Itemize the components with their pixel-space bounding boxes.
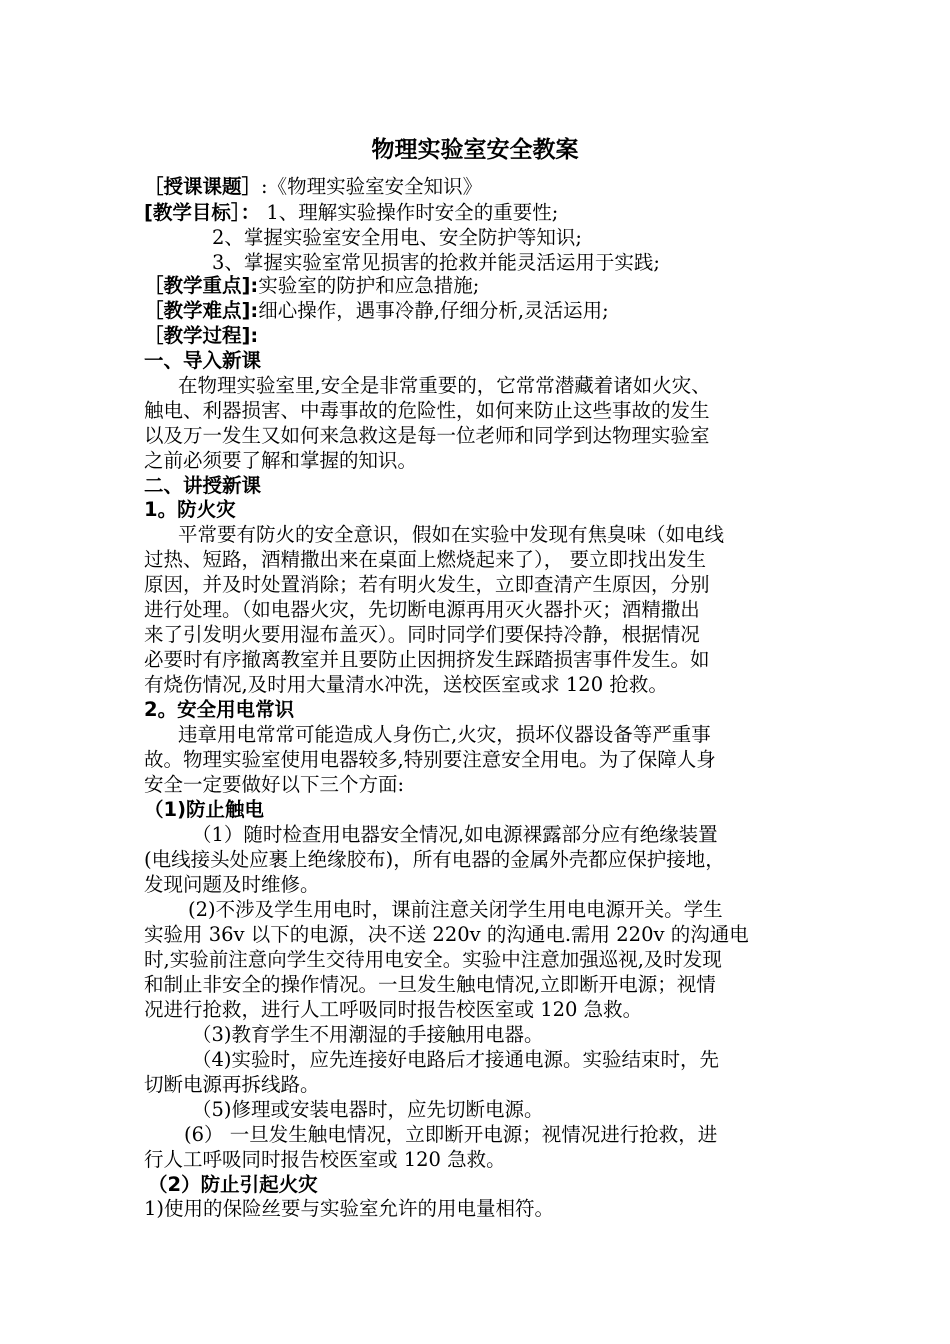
difficulty-line bbox=[144, 298, 609, 323]
paragraph-line: （3)教育学生不用潮湿的手接触用电器。 bbox=[192, 1023, 544, 1046]
paragraph-line: 安全一定要做好以下三个方面: bbox=[144, 773, 405, 796]
paragraph-line: 以及万一发生又如何来急救这是每一位老师和同学到达物理实验室 bbox=[144, 424, 710, 447]
item-prevent-shock-heading: （1)防止触电 bbox=[144, 798, 264, 821]
paragraph-line: 必要时有序撤离教室并且要防止因拥挤发生踩踏损害事件发生。如 bbox=[144, 648, 710, 671]
paragraph-line: 有烧伤情况,及时用大量清水冲洗，送校医室或求 120 抢救。 bbox=[144, 673, 668, 696]
objective-label: [教学目标］： bbox=[144, 201, 261, 224]
paragraph-line: 故。物理实验室使用电器较多,特别要注意安全用电。为了保障人身 bbox=[144, 748, 716, 771]
difficulty-label: ［教学难点]: bbox=[144, 299, 259, 322]
paragraph-line: 来了引发明火要用湿布盖灭）。同时同学们要保持冷静，根据情况 bbox=[144, 623, 700, 646]
paragraph-line: 原因，并及时处置消除；若有明火发生，立即查清产生原因，分别 bbox=[144, 573, 710, 596]
section-2-heading: 二、讲授新课 bbox=[144, 474, 262, 497]
item-prevent-fire-heading: （2）防止引起火灾 bbox=[148, 1173, 318, 1196]
paragraph-line: （1）随时检查用电器安全情况,如电源裸露部分应有绝缘装置 bbox=[192, 823, 718, 846]
paragraph-line: 过热、短路，酒精撒出来在桌面上燃烧起来了）， 要立即找出发生 bbox=[144, 548, 706, 571]
topic-label: ［授课课题］ bbox=[144, 175, 262, 198]
page-title: 物理实验室安全教案 bbox=[371, 137, 579, 163]
subsection-fire-heading: 1。防火灾 bbox=[144, 498, 236, 521]
paragraph-line: 切断电源再拆线路。 bbox=[144, 1073, 320, 1096]
paragraph-line: 平常要有防火的安全意识，假如在实验中发现有焦臭味（如电线 bbox=[178, 523, 725, 546]
paragraph-line: 和制止非安全的操作情况。一旦发生触电情况,立即断开电源；视情 bbox=[144, 973, 716, 996]
paragraph-line: 进行处理。（如电器火灾，先切断电源再用灭火器扑灭；酒精撒出 bbox=[144, 598, 700, 621]
section-1-heading: 一、导入新课 bbox=[144, 349, 262, 372]
key-point-value: 实验室的防护和应急措施; bbox=[258, 274, 480, 297]
key-point-label: ［教学重点]: bbox=[144, 274, 259, 297]
paragraph-line: 行人工呼吸同时报告校医室或 120 急救。 bbox=[144, 1148, 506, 1171]
objective-item-2: 2、掌握实验室安全用电、安全防护等知识; bbox=[212, 226, 582, 249]
paragraph-line: 在物理实验室里,安全是非常重要的，它常常潜藏着诸如火灾、 bbox=[178, 374, 711, 397]
paragraph-line: 之前必须要了解和掌握的知识。 bbox=[144, 449, 418, 472]
paragraph-line: 况进行抢救，进行人工呼吸同时报告校医室或 120 急救。 bbox=[144, 998, 643, 1021]
paragraph-line: 1)使用的保险丝要与实验室允许的用电量相符。 bbox=[144, 1197, 555, 1220]
key-point-line bbox=[144, 273, 479, 298]
objective-item-3: 3、掌握实验室常见损害的抢救并能灵活运用于实践; bbox=[212, 251, 660, 274]
paragraph-line: (2)不涉及学生用电时，课前注意关闭学生用电电源开关。学生 bbox=[188, 898, 723, 921]
paragraph-line: (电线接头处应裹上绝缘胶布)，所有电器的金属外壳都应保护接地， bbox=[144, 848, 725, 871]
paragraph-line: 触电、利器损害、中毒事故的危险性，如何来防止这些事故的发生 bbox=[144, 399, 710, 422]
topic-value: :《物理实验室安全知识》 bbox=[261, 175, 483, 198]
subsection-electric-heading: 2。安全用电常识 bbox=[144, 698, 295, 721]
paragraph-line: 实验用 36v 以下的电源，决不送 220v 的沟通电.需用 220v 的沟通电 bbox=[144, 923, 749, 946]
topic-line bbox=[144, 174, 482, 199]
paragraph-line: 发现问题及时维修。 bbox=[144, 873, 320, 896]
objective-line bbox=[144, 200, 558, 225]
process-heading: ［教学过程]: bbox=[144, 324, 259, 347]
paragraph-line: （5)修理或安装电器时，应先切断电源。 bbox=[192, 1098, 544, 1121]
difficulty-value: 细心操作，遇事冷静,仔细分析,灵活运用; bbox=[258, 299, 609, 322]
paragraph-line: 时,实验前注意向学生交待用电安全。实验中注意加强巡视,及时发现 bbox=[144, 948, 722, 971]
paragraph-line: 违章用电常常可能造成人身伤亡,火灾，损坏仪器设备等严重事 bbox=[178, 723, 711, 746]
paragraph-line: (6） 一旦发生触电情况，立即断开电源；视情况进行抢救，进 bbox=[184, 1123, 718, 1146]
paragraph-line: （4)实验时，应先连接好电路后才接通电源。实验结束时，先 bbox=[192, 1048, 720, 1071]
objective-item-1: 1、理解实验操作时安全的重要性; bbox=[260, 201, 559, 224]
